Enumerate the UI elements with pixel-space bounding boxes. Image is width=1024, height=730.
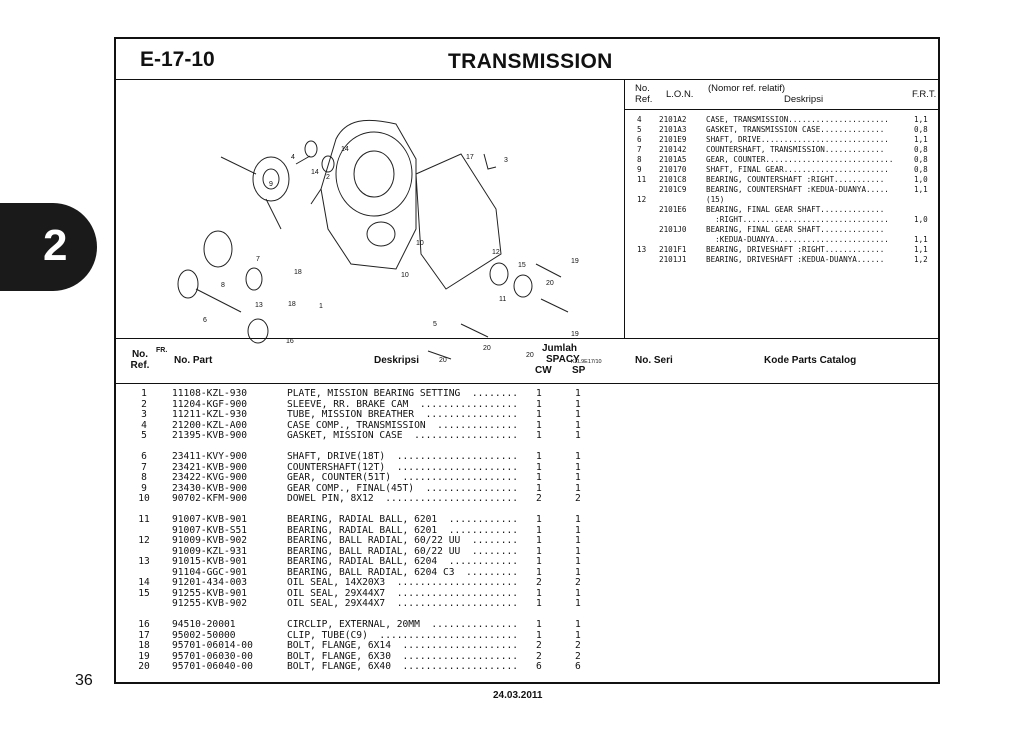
- frt-cell-desc: CASE, TRANSMISSION......................: [706, 115, 889, 124]
- cell-desc: OIL SEAL, 29X44X7 .....................: [287, 587, 519, 599]
- callout-10a: 10: [416, 240, 424, 247]
- cell-sp: 1: [575, 514, 581, 525]
- table-row: [116, 525, 938, 536]
- cell-sp: 2: [575, 493, 581, 504]
- page-header: [116, 39, 938, 80]
- table-row: [116, 388, 938, 399]
- frt-cell-lon: 2101A3: [659, 125, 687, 134]
- callout-3: 3: [504, 157, 508, 164]
- cell-part: 23421-KVB-900: [172, 461, 248, 473]
- cell-sp: 1: [575, 472, 581, 483]
- header-cw: CW: [535, 365, 552, 376]
- table-row: [116, 640, 938, 651]
- section-tab: [0, 203, 97, 291]
- cell-part: 91007-KVB-S51: [172, 524, 248, 536]
- cell-ref: 16: [138, 619, 150, 630]
- cell-ref: 17: [138, 629, 150, 641]
- cell-cw: 1: [536, 535, 542, 546]
- frt-header-ref: Ref.: [635, 94, 653, 105]
- table-row: [116, 598, 938, 609]
- frt-cell-no: 6: [637, 135, 642, 144]
- frt-row: [624, 215, 938, 225]
- frt-cell-no: 8: [637, 155, 642, 164]
- cell-cw: 2: [536, 577, 542, 588]
- table-row: [116, 577, 938, 588]
- callout-18b: 18: [288, 301, 296, 308]
- callout-14b: 14: [311, 169, 319, 176]
- cell-sp: 1: [575, 556, 581, 567]
- cell-part: 91104-GGC-901: [172, 566, 248, 578]
- cell-ref: 14: [138, 577, 150, 588]
- frt-cell-desc: SHAFT, DRIVE............................: [706, 135, 889, 144]
- cell-desc: DOWEL PIN, 8X12 .......................: [287, 493, 519, 504]
- cell-cw: 1: [536, 451, 542, 462]
- frt-row: [624, 125, 938, 135]
- cell-part: 90702-KFM-900: [172, 493, 248, 504]
- cell-cw: 1: [536, 566, 542, 578]
- cell-cw: 1: [536, 419, 542, 431]
- cell-desc: GASKET, MISSION CASE ..................: [287, 430, 519, 441]
- callout-6: 6: [203, 317, 207, 324]
- catalog-page-frame: [114, 37, 940, 684]
- callout-14a: 14: [341, 146, 349, 153]
- cell-desc: BEARING, RADIAL BALL, 6204 ............: [287, 556, 519, 567]
- cell-part: 91009-KVB-902: [172, 535, 248, 546]
- frt-header-nomor: (Nomor ref. relatif): [708, 83, 786, 94]
- case-outline: [321, 120, 416, 269]
- cell-cw: 1: [536, 398, 542, 410]
- frt-cell-lon: 2101J1: [659, 255, 687, 264]
- cell-desc: BOLT, FLANGE, 6X30 ....................: [287, 650, 519, 662]
- cell-cw: 1: [536, 545, 542, 557]
- frt-cell-desc: GASKET, TRANSMISSION CASE..............: [706, 125, 885, 134]
- parts-table-body: [116, 388, 938, 672]
- frt-cell-frt: 0,8: [914, 125, 928, 134]
- frt-cell-no: 5: [637, 125, 642, 134]
- table-row: [116, 430, 938, 441]
- cell-part: 11108-KZL-930: [172, 388, 248, 399]
- cell-sp: 1: [575, 535, 581, 546]
- case-hub: [336, 132, 412, 216]
- final-gear: [253, 157, 289, 201]
- drive-shaft-gear: [178, 270, 198, 298]
- frt-cell-desc: GEAR, COUNTER............................: [706, 155, 894, 164]
- cell-cw: 6: [536, 661, 542, 672]
- header-no-seri: No. Seri: [635, 355, 673, 366]
- cell-part: 91255-KVB-902: [172, 598, 248, 609]
- cell-desc: TUBE, MISSION BREATHER ................: [287, 409, 519, 420]
- page-title: TRANSMISSION: [448, 50, 613, 73]
- table-row: [116, 567, 938, 578]
- callout-15: 15: [518, 262, 526, 269]
- cell-ref: 6: [141, 451, 147, 462]
- cell-desc: SLEEVE, RR. BRAKE CAM .................: [287, 398, 519, 410]
- frt-cell-frt: 1,1: [914, 245, 928, 254]
- frt-cell-lon: 210170: [659, 165, 687, 174]
- cell-part: 11204-KGF-900: [172, 398, 248, 410]
- frt-row: [624, 245, 938, 255]
- frt-header-no: No.: [635, 83, 650, 94]
- frt-row: [624, 195, 938, 205]
- header-no-part: No. Part: [174, 355, 213, 366]
- frt-header-deskripsi: Deskripsi: [784, 94, 824, 105]
- cell-part: 91007-KVB-901: [172, 514, 248, 525]
- cell-cw: 1: [536, 482, 542, 494]
- cell-ref: 18: [138, 640, 150, 651]
- counter-gear: [204, 231, 232, 267]
- frt-cell-frt: 1,0: [914, 175, 928, 184]
- frt-cell-no: 9: [637, 165, 642, 174]
- page-number: 36: [75, 672, 93, 689]
- table-row: [116, 546, 938, 557]
- cell-cw: 2: [536, 493, 542, 504]
- section-tab-label: 2: [43, 221, 68, 270]
- cell-sp: 1: [575, 619, 581, 630]
- frt-cell-desc: BEARING, COUNTERSHAFT :KEDUA-DUANYA.....: [706, 185, 889, 194]
- cell-cw: 1: [536, 388, 542, 399]
- cell-cw: 1: [536, 472, 542, 483]
- cell-part: 95701-06014-00: [172, 640, 253, 651]
- cell-cw: 1: [536, 587, 542, 599]
- front-arrow-label: FR.: [156, 347, 168, 354]
- cell-sp: 1: [575, 545, 581, 557]
- frt-row: [624, 155, 938, 165]
- cell-sp: 1: [575, 388, 581, 399]
- cell-desc: PLATE, MISSION BEARING SETTING ........: [287, 388, 519, 399]
- header-spacy: SPACY: [546, 354, 580, 365]
- cell-sp: 1: [575, 419, 581, 431]
- callout-20c: 20: [526, 352, 534, 359]
- cell-desc: BEARING, BALL RADIAL, 60/22 UU ........: [287, 545, 519, 557]
- frt-cell-lon: 210142: [659, 145, 687, 154]
- breather-tube: [484, 154, 496, 169]
- cell-cw: 1: [536, 556, 542, 567]
- table-row: [116, 409, 938, 420]
- cell-cw: 1: [536, 629, 542, 641]
- frt-cell-frt: 0,8: [914, 155, 928, 164]
- cell-ref: 10: [138, 493, 150, 504]
- callout-10b: 10: [401, 272, 409, 279]
- cell-ref: 8: [141, 472, 147, 483]
- cell-part: 95701-06030-00: [172, 650, 253, 662]
- frt-cell-desc: BEARING, FINAL GEAR SHAFT..............: [706, 205, 885, 214]
- cell-desc: GEAR, COUNTER(51T) ....................: [287, 472, 519, 483]
- cell-part: 95701-06040-00: [172, 661, 253, 672]
- cell-desc: BEARING, BALL RADIAL, 60/22 UU ........: [287, 535, 519, 546]
- cell-sp: 1: [575, 598, 581, 609]
- cell-ref: 20: [138, 661, 150, 672]
- gasket-outline: [416, 154, 501, 289]
- group-spacer: [116, 504, 938, 515]
- frt-cell-lon: 2101J0: [659, 225, 687, 234]
- frt-cell-frt: 1,1: [914, 115, 928, 124]
- cell-cw: 1: [536, 619, 542, 630]
- header-kode: Kode Parts Catalog: [764, 355, 857, 366]
- cell-desc: BEARING, RADIAL BALL, 6201 ............: [287, 514, 519, 525]
- table-row: [116, 630, 938, 641]
- frt-cell-desc: :KEDUA-DUANYA.........................: [706, 235, 889, 244]
- callout-19a: 19: [571, 258, 579, 265]
- cell-desc: BEARING, BALL RADIAL, 6204 C3 .........: [287, 566, 519, 578]
- cell-desc: BOLT, FLANGE, 6X40 ....................: [287, 661, 519, 672]
- callout-5: 5: [433, 321, 437, 328]
- callout-1: 1: [319, 303, 323, 310]
- cell-part: 95002-50000: [172, 629, 236, 641]
- frt-row: [624, 205, 938, 215]
- cell-desc: CIRCLIP, EXTERNAL, 20MM ...............: [287, 619, 519, 630]
- page-code: E-17-10: [140, 48, 215, 71]
- frt-row: [624, 235, 938, 245]
- table-row: [116, 535, 938, 546]
- callout-20b: 20: [483, 345, 491, 352]
- cell-ref: 9: [141, 482, 147, 494]
- cell-sp: 1: [575, 461, 581, 473]
- cell-sp: 1: [575, 566, 581, 578]
- header-deskripsi: Deskripsi: [374, 355, 420, 366]
- table-row: [116, 451, 938, 462]
- cell-cw: 2: [536, 640, 542, 651]
- callout-11: 11: [499, 296, 507, 303]
- cell-sp: 1: [575, 451, 581, 462]
- frt-cell-frt: 1,0: [914, 215, 928, 224]
- cell-part: 91015-KVB-901: [172, 556, 248, 567]
- cell-part: 11211-KZL-930: [172, 409, 248, 420]
- cell-part: 23422-KVG-900: [172, 472, 248, 483]
- callout-12: 12: [492, 249, 500, 256]
- table-row: [116, 514, 938, 525]
- cell-desc: GEAR COMP., FINAL(45T) ................: [287, 482, 519, 494]
- frt-table-body: [624, 115, 938, 265]
- callout-18a: 18: [294, 269, 302, 276]
- frt-header-frt: F.R.T.: [912, 89, 937, 100]
- table-row: [116, 472, 938, 483]
- cell-desc: OIL SEAL, 14X20X3 .....................: [287, 577, 519, 588]
- callout-20d: 20: [439, 357, 447, 364]
- callout-2: 2: [326, 174, 330, 181]
- callout-20a: 20: [546, 280, 554, 287]
- cell-ref: 7: [141, 461, 147, 473]
- cell-cw: 1: [536, 524, 542, 536]
- frt-row: [624, 255, 938, 265]
- cell-part: 91009-KZL-931: [172, 545, 248, 557]
- header-jumlah: Jumlah: [542, 343, 578, 354]
- cell-ref: 4: [141, 419, 147, 431]
- frt-cell-frt: 1,1: [914, 135, 928, 144]
- cell-ref: 1: [141, 388, 147, 399]
- cell-sp: 2: [575, 577, 581, 588]
- cell-sp: 2: [575, 640, 581, 651]
- frt-cell-desc: :RIGHT................................: [706, 215, 889, 224]
- table-row: [116, 399, 938, 410]
- frt-cell-lon: 2101A5: [659, 155, 687, 164]
- frt-cell-desc: BEARING, COUNTERSHAFT :RIGHT...........: [706, 175, 885, 184]
- table-row: [116, 588, 938, 599]
- footer-date: 24.03.2011: [493, 690, 543, 701]
- frt-cell-lon: 2101E9: [659, 135, 687, 144]
- cell-part: 91255-KVB-901: [172, 587, 248, 599]
- frt-cell-lon: 2101A2: [659, 115, 687, 124]
- frt-cell-no: 11: [637, 175, 647, 184]
- frt-row: [624, 145, 938, 155]
- header-no-ref: No. Ref.: [130, 349, 150, 371]
- group-spacer: [116, 441, 938, 452]
- cell-desc: OIL SEAL, 29X44X7 .....................: [287, 598, 519, 609]
- frt-row: [624, 225, 938, 235]
- frt-row: [624, 185, 938, 195]
- cell-desc: BOLT, FLANGE, 6X14 ....................: [287, 640, 519, 651]
- frt-table-header: [624, 79, 938, 110]
- cell-ref: 5: [141, 430, 147, 441]
- cell-ref: 2: [141, 398, 147, 410]
- cell-ref: 3: [141, 409, 147, 420]
- callout-16: 16: [286, 338, 294, 345]
- cell-cw: 1: [536, 598, 542, 609]
- table-row: [116, 420, 938, 431]
- callout-8: 8: [221, 282, 225, 289]
- header-sp: SP: [572, 365, 586, 376]
- cell-ref: 11: [138, 514, 150, 525]
- frt-cell-desc: SHAFT, FINAL GEAR.......................: [706, 165, 889, 174]
- cell-desc: CASE COMP., TRANSMISSION ..............: [287, 419, 519, 431]
- table-row: [116, 661, 938, 672]
- table-row: [116, 462, 938, 473]
- frt-cell-desc: (15): [706, 195, 725, 204]
- cell-part: 94510-20001: [172, 619, 236, 630]
- cell-sp: 2: [575, 650, 581, 662]
- cell-part: 91201-434-003: [172, 577, 248, 588]
- frt-cell-frt: 0,8: [914, 165, 928, 174]
- frt-cell-no: 4: [637, 115, 642, 124]
- cell-desc: SHAFT, DRIVE(18T) .....................: [287, 451, 519, 462]
- callout-17: 17: [466, 154, 474, 161]
- frt-cell-desc: BEARING, DRIVESHAFT :RIGHT.............: [706, 245, 885, 254]
- cell-sp: 6: [575, 661, 581, 672]
- frt-cell-no: 12: [637, 195, 647, 204]
- group-spacer: [116, 609, 938, 620]
- frt-row: [624, 175, 938, 185]
- frt-cell-no: 13: [637, 245, 647, 254]
- cell-sp: 1: [575, 524, 581, 536]
- frt-row: [624, 115, 938, 125]
- cell-part: 23430-KVB-900: [172, 482, 248, 494]
- frt-cell-frt: 1,1: [914, 185, 928, 194]
- cell-desc: BEARING, RADIAL BALL, 6201 ............: [287, 524, 519, 536]
- table-row: [116, 483, 938, 494]
- frt-cell-lon: 2101E6: [659, 205, 687, 214]
- cell-ref: 15: [138, 587, 150, 599]
- cell-cw: 1: [536, 409, 542, 420]
- frt-cell-desc: COUNTERSHAFT, TRANSMISSION.............: [706, 145, 885, 154]
- cell-part: 21200-KZL-A00: [172, 419, 248, 431]
- cell-sp: 1: [575, 587, 581, 599]
- cell-cw: 1: [536, 514, 542, 525]
- frt-cell-frt: 1,1: [914, 235, 928, 244]
- figure-code: KZL9E17/10: [571, 359, 602, 365]
- frt-cell-lon: 2101F1: [659, 245, 687, 254]
- cell-sp: 1: [575, 398, 581, 410]
- cell-sp: 1: [575, 409, 581, 420]
- cell-sp: 1: [575, 430, 581, 441]
- cell-ref: 19: [138, 650, 150, 662]
- cell-ref: 13: [138, 556, 150, 567]
- table-row: [116, 556, 938, 567]
- callout-9: 9: [269, 181, 273, 188]
- table-row: [116, 651, 938, 662]
- callout-13: 13: [255, 302, 263, 309]
- cell-desc: COUNTERSHAFT(12T) .....................: [287, 461, 519, 473]
- frt-cell-no: 7: [637, 145, 642, 154]
- callout-4: 4: [291, 154, 295, 161]
- cell-cw: 1: [536, 430, 542, 441]
- parts-table-header: [116, 338, 938, 384]
- frt-row: [624, 135, 938, 145]
- callout-19b: 19: [571, 331, 579, 338]
- frt-cell-lon: 2101C8: [659, 175, 687, 184]
- frt-row: [624, 165, 938, 175]
- frt-cell-frt: 0,8: [914, 145, 928, 154]
- frt-cell-desc: BEARING, DRIVESHAFT :KEDUA-DUANYA......: [706, 255, 885, 264]
- cell-ref: 12: [138, 535, 150, 546]
- cell-desc: CLIP, TUBE(C9) ........................: [287, 629, 519, 641]
- frt-header-lon: L.O.N.: [666, 89, 694, 100]
- frt-cell-lon: 2101C9: [659, 185, 687, 194]
- cell-sp: 1: [575, 482, 581, 494]
- frt-cell-frt: 1,2: [914, 255, 928, 264]
- cell-cw: 1: [536, 461, 542, 473]
- frt-cell-desc: BEARING, FINAL GEAR SHAFT..............: [706, 225, 885, 234]
- cell-part: 21395-KVB-900: [172, 430, 248, 441]
- table-row: [116, 619, 938, 630]
- cell-sp: 1: [575, 629, 581, 641]
- cell-cw: 2: [536, 650, 542, 662]
- callout-7: 7: [256, 256, 260, 263]
- table-row: [116, 493, 938, 504]
- cell-part: 23411-KVY-900: [172, 451, 248, 462]
